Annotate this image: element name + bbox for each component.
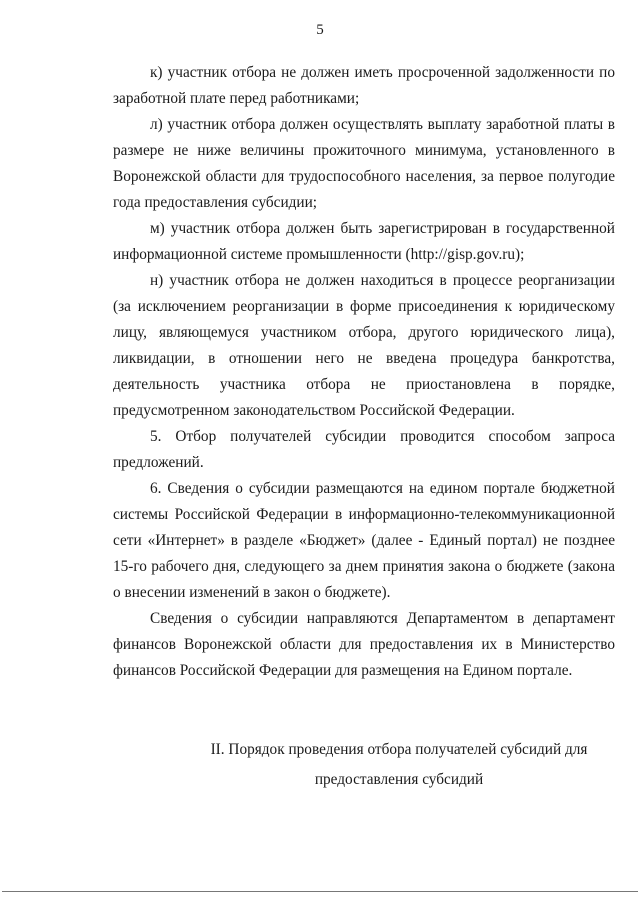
section-heading [113,735,615,795]
paragraph-6: 6. Сведения о субсидии размещаются на едином портале бюджетной системы Российской Федерации в информационно-телекоммуникационной сети «Интернет» в разделе «Бюджет» (далее - Единый портал) не позднее 15-го рабочего дня, следующего за днем принятия закона о бюджете (закона о внесении изменений в закон о бюджете). [113,480,615,601]
section-heading-line-2: предоставления субсидий [314,771,484,788]
paragraph-5: 5. Отбор получателей субсидии проводится способом запроса предложений. [113,428,615,471]
paragraph-n: н) участник отбора не должен находиться в процессе реорганизации (за исключением реорганизации в форме присоединения к юридическому лицу, являющемуся участником отбора, другого юридического лица), ликвидации, в отношении него не введена процедура банкротства, деятельность участника отбора не приостановлена в порядке, предусмотренном законодательством Российской Федерации. [113,272,615,419]
document-body [113,60,615,684]
paragraph-l: л) участник отбора должен осуществлять выплату заработной платы в размере не ниже величины прожиточного минимума, установленного в Воронежской области для трудоспособного населения, за первое полугодие года предоставления субсидии; [113,116,615,211]
section-heading-line-1: II. Порядок проведения отбора получателей субсидий для [210,741,588,758]
page-number: 5 [316,22,324,38]
paragraph-m: м) участник отбора должен быть зарегистрирован в государственной информационной системе промышленности (http://gisp.gov.ru); [113,220,615,263]
paragraph-k: к) участник отбора не должен иметь просроченной задолженности по заработной плате перед работниками; [113,64,615,107]
footer-divider [2,891,638,892]
paragraph-6-continued: Сведения о субсидии направляются Департаментом в департамент финансов Воронежской области для предоставления их в Министерство финансов Российской Федерации для размещения на Едином портале. [113,610,615,679]
